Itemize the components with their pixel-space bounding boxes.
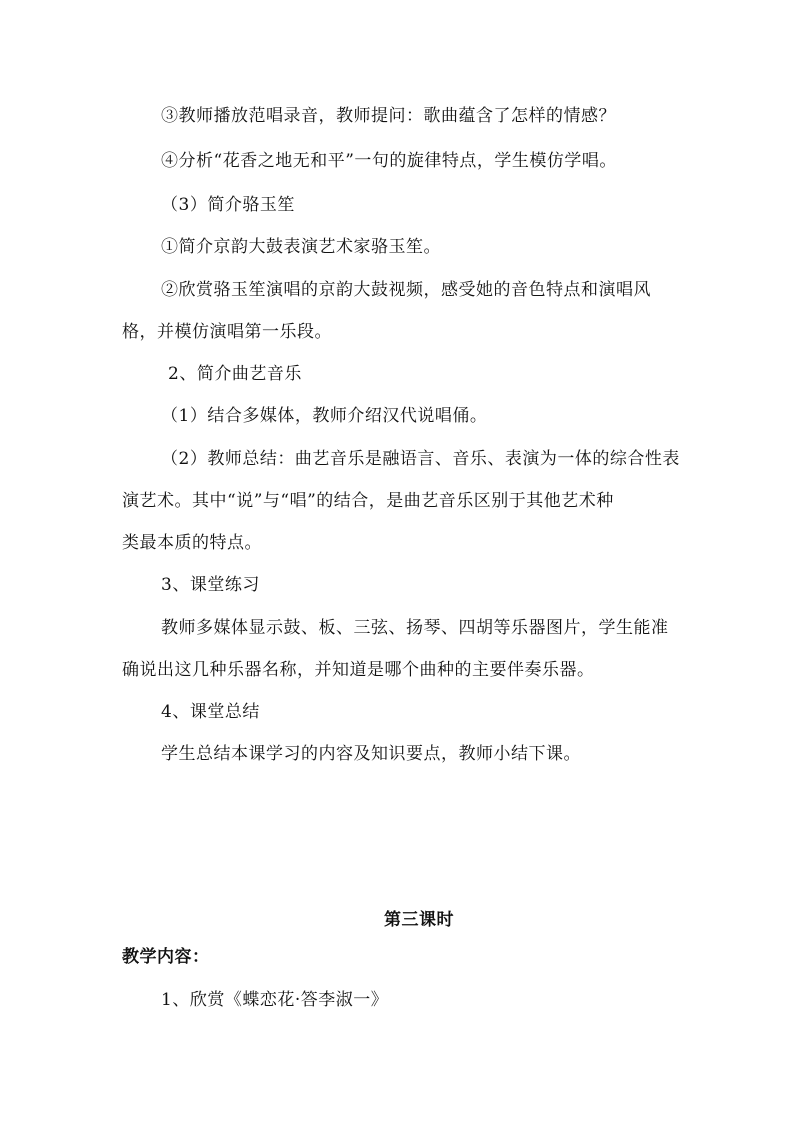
section-heading: 4、课堂总结 [161,702,260,722]
paragraph-line: ③教师播放范唱录音，教师提问：歌曲蕴含了怎样的情感？ [161,106,616,126]
subsection-heading: （3）简介骆玉笙 [161,195,295,215]
section-heading: 3、课堂练习 [161,575,260,595]
paragraph-line: 确说出这几种乐器名称，并知道是哪个曲种的主要伴奏乐器。 [122,660,595,680]
paragraph-line: （2）教师总结：曲艺音乐是融语言、音乐、表演为一体的综合性表 [161,449,680,469]
paragraph-line: ①简介京韵大鼓表演艺术家骆玉笙。 [161,237,441,257]
paragraph-line: （1）结合多媒体，教师介绍汉代说唱俑。 [161,406,488,426]
page-title: 第三课时 [384,910,454,930]
paragraph-line: 类最本质的特点。 [122,533,262,553]
paragraph-line: 学生总结本课学习的内容及知识要点，教师小结下课。 [161,744,581,764]
paragraph-line: 教师多媒体显示鼓、板、三弦、扬琴、四胡等乐器图片，学生能准 [161,618,669,638]
paragraph-line: ④分析“花香之地无和平”一句的旋律特点，学生模仿学唱。 [161,151,617,171]
paragraph-line: 演艺术。其中“说”与“唱”的结合，是曲艺音乐区别于其他艺术种 [122,491,614,511]
section-heading: 2、简介曲艺音乐 [168,364,302,384]
teaching-content-label: 教学内容： [122,947,210,967]
list-item: 1、欣赏《蝶恋花·答李淑一》 [161,990,389,1010]
paragraph-line: ②欣赏骆玉笙演唱的京韵大鼓视频，感受她的音色特点和演唱风 [161,280,651,300]
paragraph-line: 格，并模仿演唱第一乐段。 [122,322,332,342]
